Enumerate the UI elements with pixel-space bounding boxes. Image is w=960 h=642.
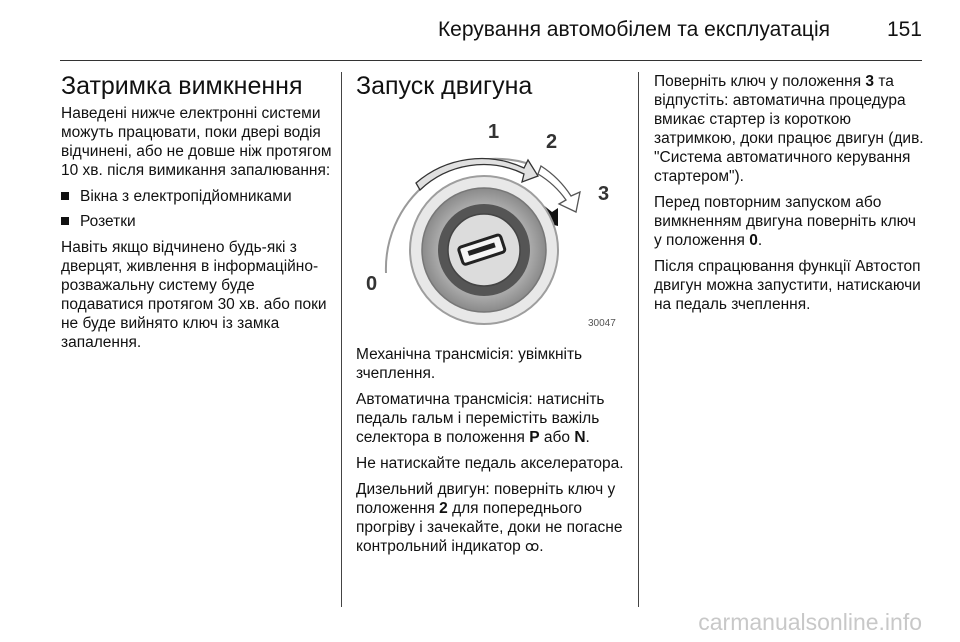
paragraph: Навіть якщо відчинено будь-які з дверцят, живлення в інформаційно-розважальну систему буде подаватися протягом 30 хв. або поки не буде вийнято ключ із замка запалення. (61, 239, 327, 351)
page-header (60, 0, 922, 60)
paragraph-automatic (356, 390, 624, 447)
bullet-list (61, 187, 333, 231)
paragraph: Після спрацювання функції Автостоп двигун можна запустити, натискаючи на педаль зчеплення. (654, 258, 921, 313)
gear-n-label: N (574, 429, 586, 446)
position-label-0: 0 (366, 273, 378, 295)
paragraph (654, 193, 924, 250)
text-span: Дизельний двигун: поверніть ключ у положення (356, 481, 616, 517)
position-label-1: 1 (488, 121, 500, 143)
ignition-switch-figure (356, 108, 624, 333)
text-span: або (539, 429, 575, 446)
column-divider (341, 72, 342, 607)
column-engine-start (356, 72, 624, 564)
position-label-3: 3 (598, 183, 610, 205)
header-rule (60, 60, 922, 61)
list-item-text: Розетки (80, 213, 136, 230)
list-item-text: Вікна з електропідйомниками (80, 188, 292, 205)
gear-p-label: P (529, 429, 540, 446)
start-arrow-icon (538, 166, 580, 212)
bullet-icon (61, 192, 69, 200)
text-span: Автоматична трансмісія: натисніть педаль гальм і перемістіть важіль селектора в положення (356, 391, 605, 446)
position-2-label: 2 (439, 500, 448, 517)
paragraph: Механічна трансмісія: увімкніть зчеплення. (356, 346, 583, 382)
column-engine-start-cont (654, 72, 924, 321)
list-item (61, 212, 333, 231)
glow-plug-icon: ꝏ (525, 539, 540, 555)
paragraph: Наведені нижче електронні системи можуть працювати, поки двері водія відчинені, або не довше ніж протягом 10 хв. після вимикання запалювання: (61, 105, 332, 179)
paragraph-diesel (356, 480, 624, 557)
column-delayed-shutoff (61, 72, 333, 359)
paragraph: Не натискайте педаль акселератора. (356, 455, 624, 472)
position-label-2: 2 (546, 131, 558, 153)
list-item (61, 187, 333, 206)
column-divider (638, 72, 639, 607)
ignition-switch-diagram-icon (356, 108, 624, 333)
text-span: . (585, 429, 590, 446)
bullet-icon (61, 217, 69, 225)
header-title: Керування автомобілем та експлуатація (437, 18, 830, 41)
position-0-label: 0 (749, 232, 758, 249)
text-span: . (757, 232, 763, 249)
section-heading: Запуск двигуна (356, 72, 533, 100)
section-heading: Затримка вимкнення (61, 72, 303, 100)
paragraph (654, 72, 924, 186)
position-3-label: 3 (865, 73, 875, 90)
text-span: Поверніть ключ у положення (654, 73, 866, 90)
page-number: 151 (886, 18, 922, 41)
figure-code: 30047 (588, 318, 616, 329)
text-span: . (539, 538, 544, 555)
watermark: carmanualsonline.info (698, 609, 922, 635)
text-span: та відпустіть: автоматична процедура вмикає стартер із короткою затримкою, доки працює двигун (див. "Система автоматичного керування стартером"). (654, 73, 924, 185)
text-span: Перед повторним запуском або вимкненням двигуна поверніть ключ у положення (654, 194, 916, 249)
text-span: для попереднього прогріву і зачекайте, доки не погасне контрольний індикатор (356, 500, 623, 555)
